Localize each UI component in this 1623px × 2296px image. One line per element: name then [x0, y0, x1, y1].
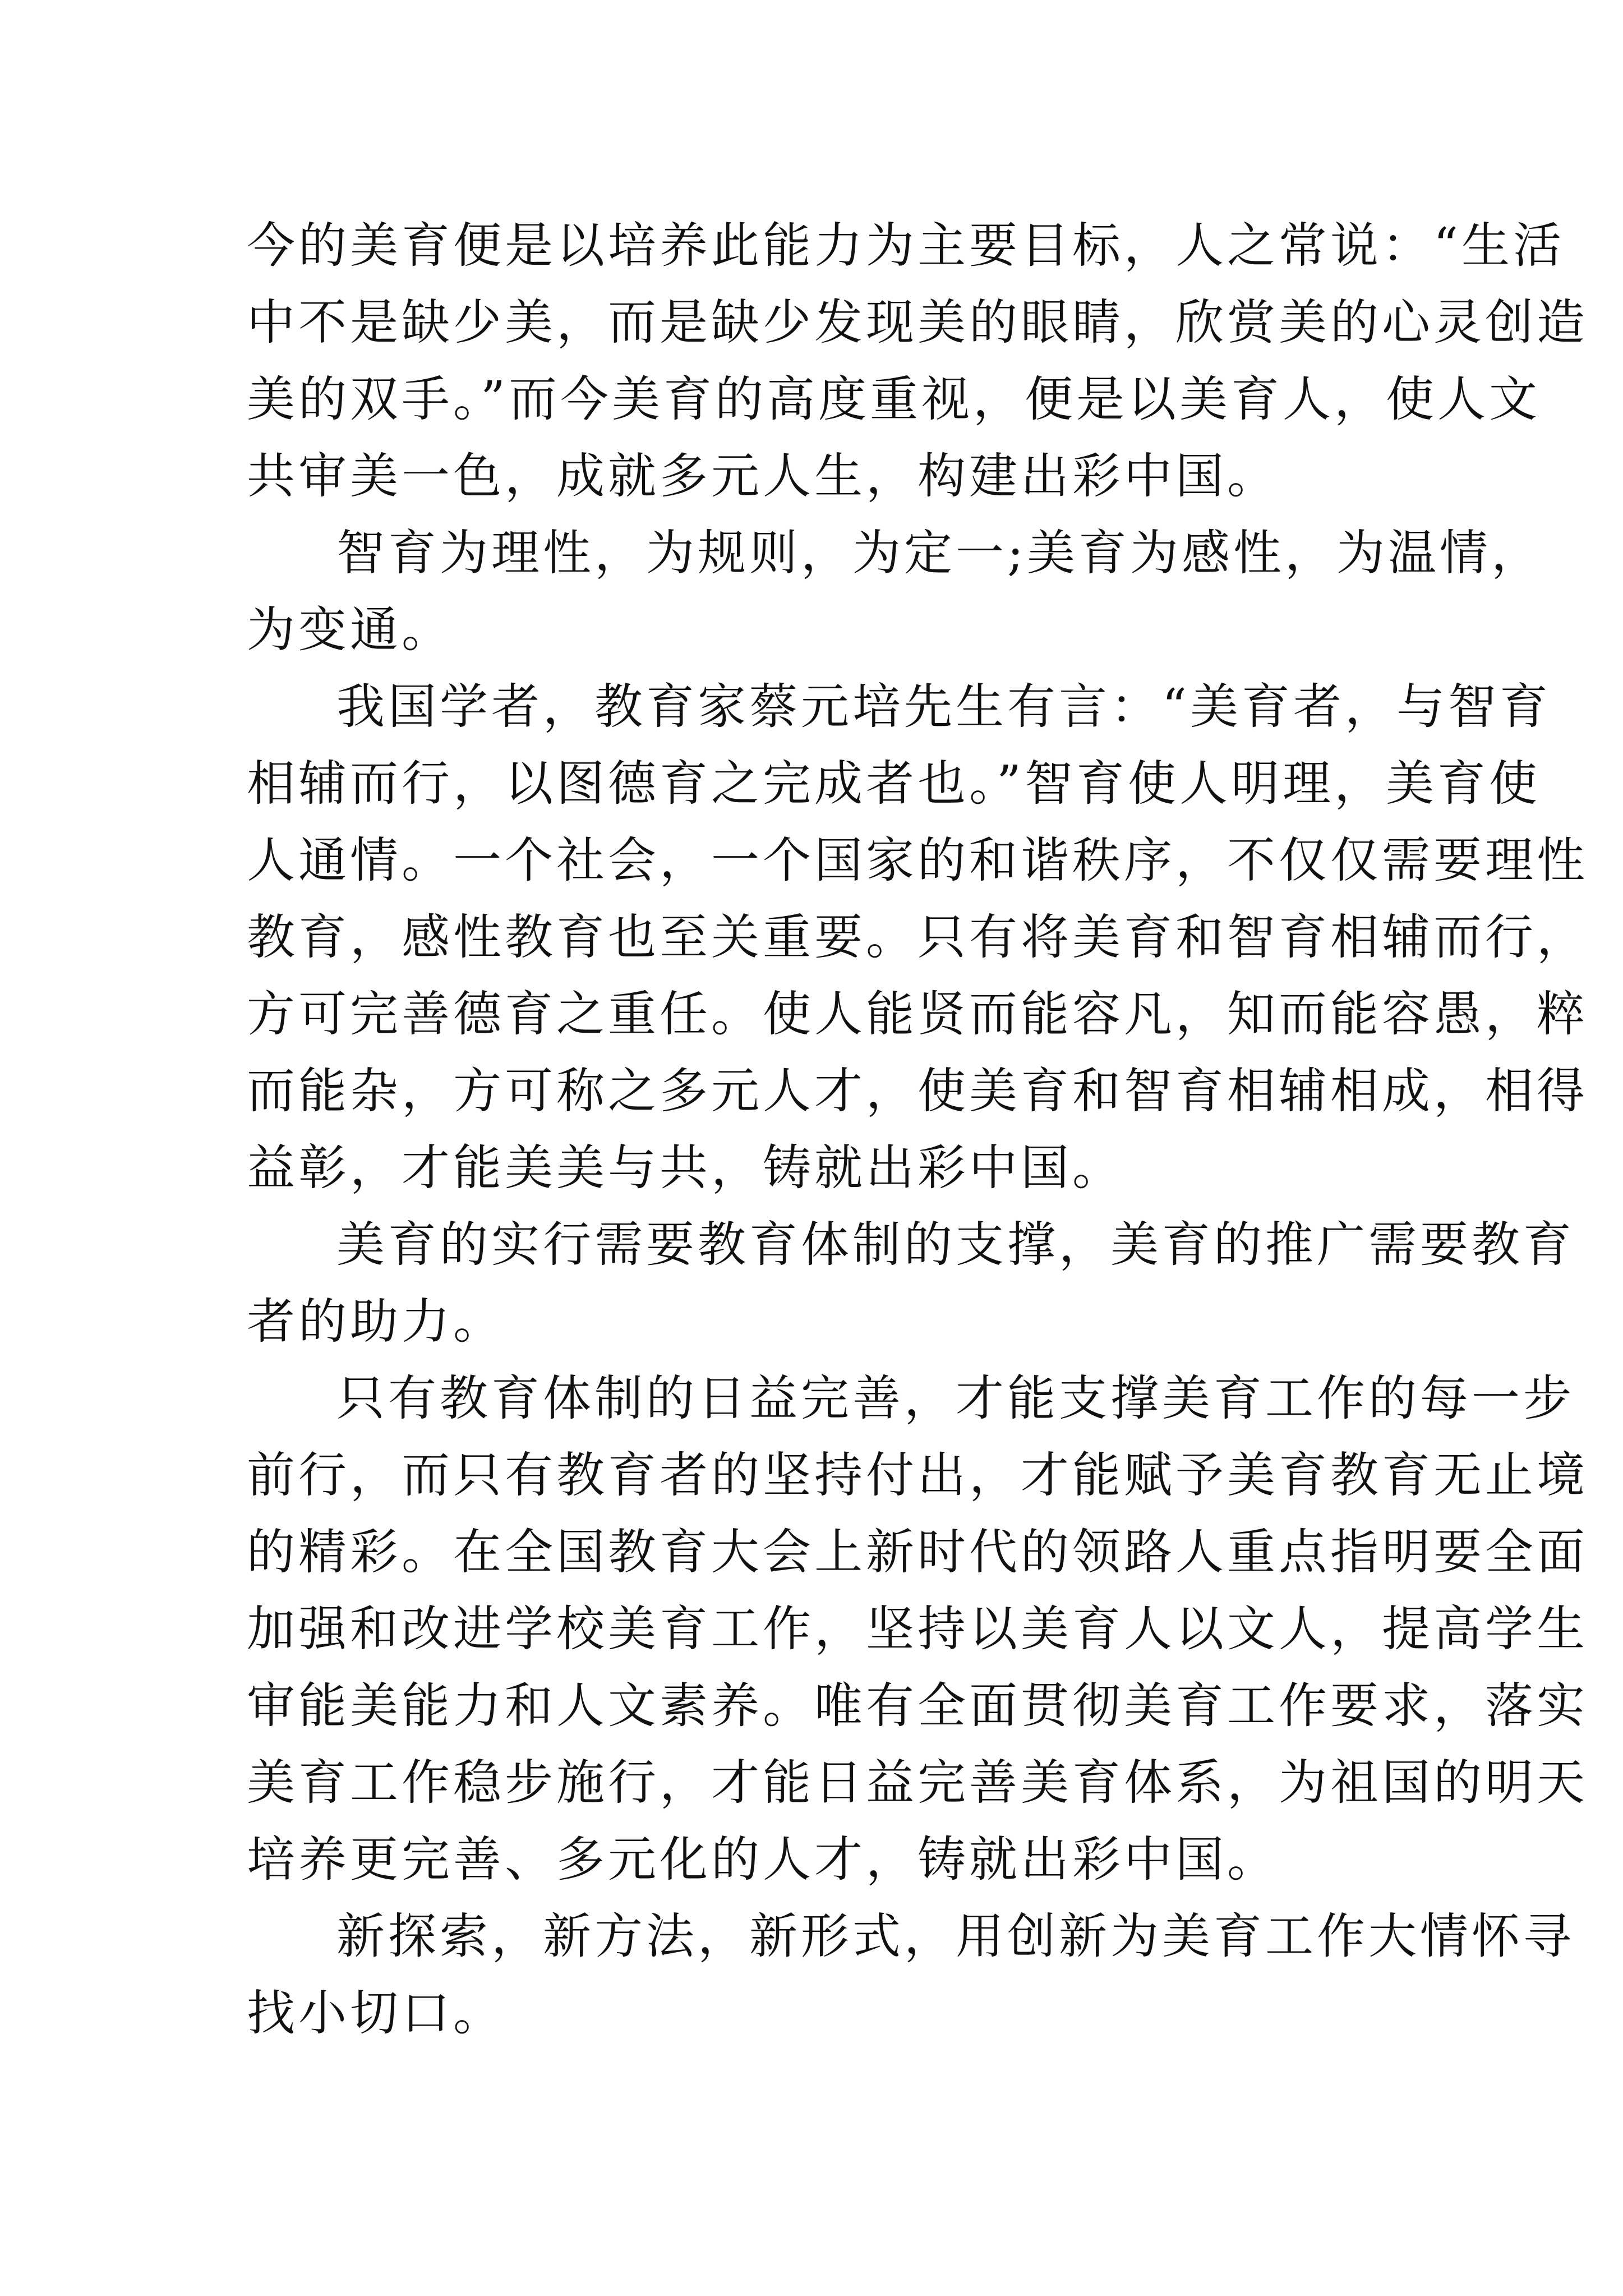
text-line: 中不是缺少美，而是缺少发现美的眼睛，欣赏美的心灵创造: [247, 295, 1588, 351]
document-body: [247, 208, 1588, 2052]
text-line: 的精彩。在全国教育大会上新时代的领路人重点指明要全面: [247, 1524, 1588, 1580]
paragraph-first-line: 只有教育体制的日益完善，才能支撑美育工作的每一步: [336, 1370, 1575, 1427]
text-line: 美育工作稳步施行，才能日益完善美育体系，为祖国的明天: [247, 1755, 1588, 1811]
text-line: 益彰，才能美美与共，铸就出彩中国。: [247, 1140, 1124, 1196]
paragraph-first-line: 智育为理性，为规则，为定一;美育为感性，为温情，: [336, 525, 1543, 581]
paragraph-first-line: 新探索，新方法，新形式，用创新为美育工作大情怀寻: [336, 1908, 1575, 1964]
text-line: 培养更完善、多元化的人才，铸就出彩中国。: [247, 1832, 1279, 1888]
text-line: 教育，感性教育也至关重要。只有将美育和智育相辅而行，: [247, 909, 1588, 965]
text-line: 而能杂，方可称之多元人才，使美育和智育相辅相成，相得: [247, 1063, 1588, 1119]
text-line: 共审美一色，成就多元人生，构建出彩中国。: [247, 448, 1279, 504]
text-line: 审能美能力和人文素养。唯有全面贯彻美育工作要求，落实: [247, 1678, 1588, 1734]
text-line: 人通情。一个社会，一个国家的和谐秩序，不仅仅需要理性: [247, 832, 1588, 889]
text-line: 方可完善德育之重任。使人能贤而能容凡，知而能容愚，粹: [247, 986, 1588, 1042]
text-line: 加强和改进学校美育工作，坚持以美育人以文人，提高学生: [247, 1601, 1588, 1657]
text-line: 相辅而行，以图德育之完成者也。”智育使人明理，美育使: [247, 756, 1541, 812]
text-line: 者的助力。: [247, 1294, 505, 1350]
text-line: 前行，而只有教育者的坚持付出，才能赋予美育教育无止境: [247, 1447, 1588, 1503]
text-line: 为变通。: [247, 602, 453, 658]
text-line: 美的双手。”而今美育的高度重视，便是以美育人，使人文: [247, 371, 1541, 427]
text-line: 今的美育便是以培养此能力为主要目标，人之常说：“生活: [247, 218, 1565, 274]
paragraph-first-line: 美育的实行需要教育体制的支撑，美育的推广需要教育: [336, 1217, 1575, 1273]
text-line: 找小切口。: [247, 1985, 505, 2041]
paragraph-first-line: 我国学者，教育家蔡元培先生有言：“美育者，与智育: [336, 679, 1551, 735]
